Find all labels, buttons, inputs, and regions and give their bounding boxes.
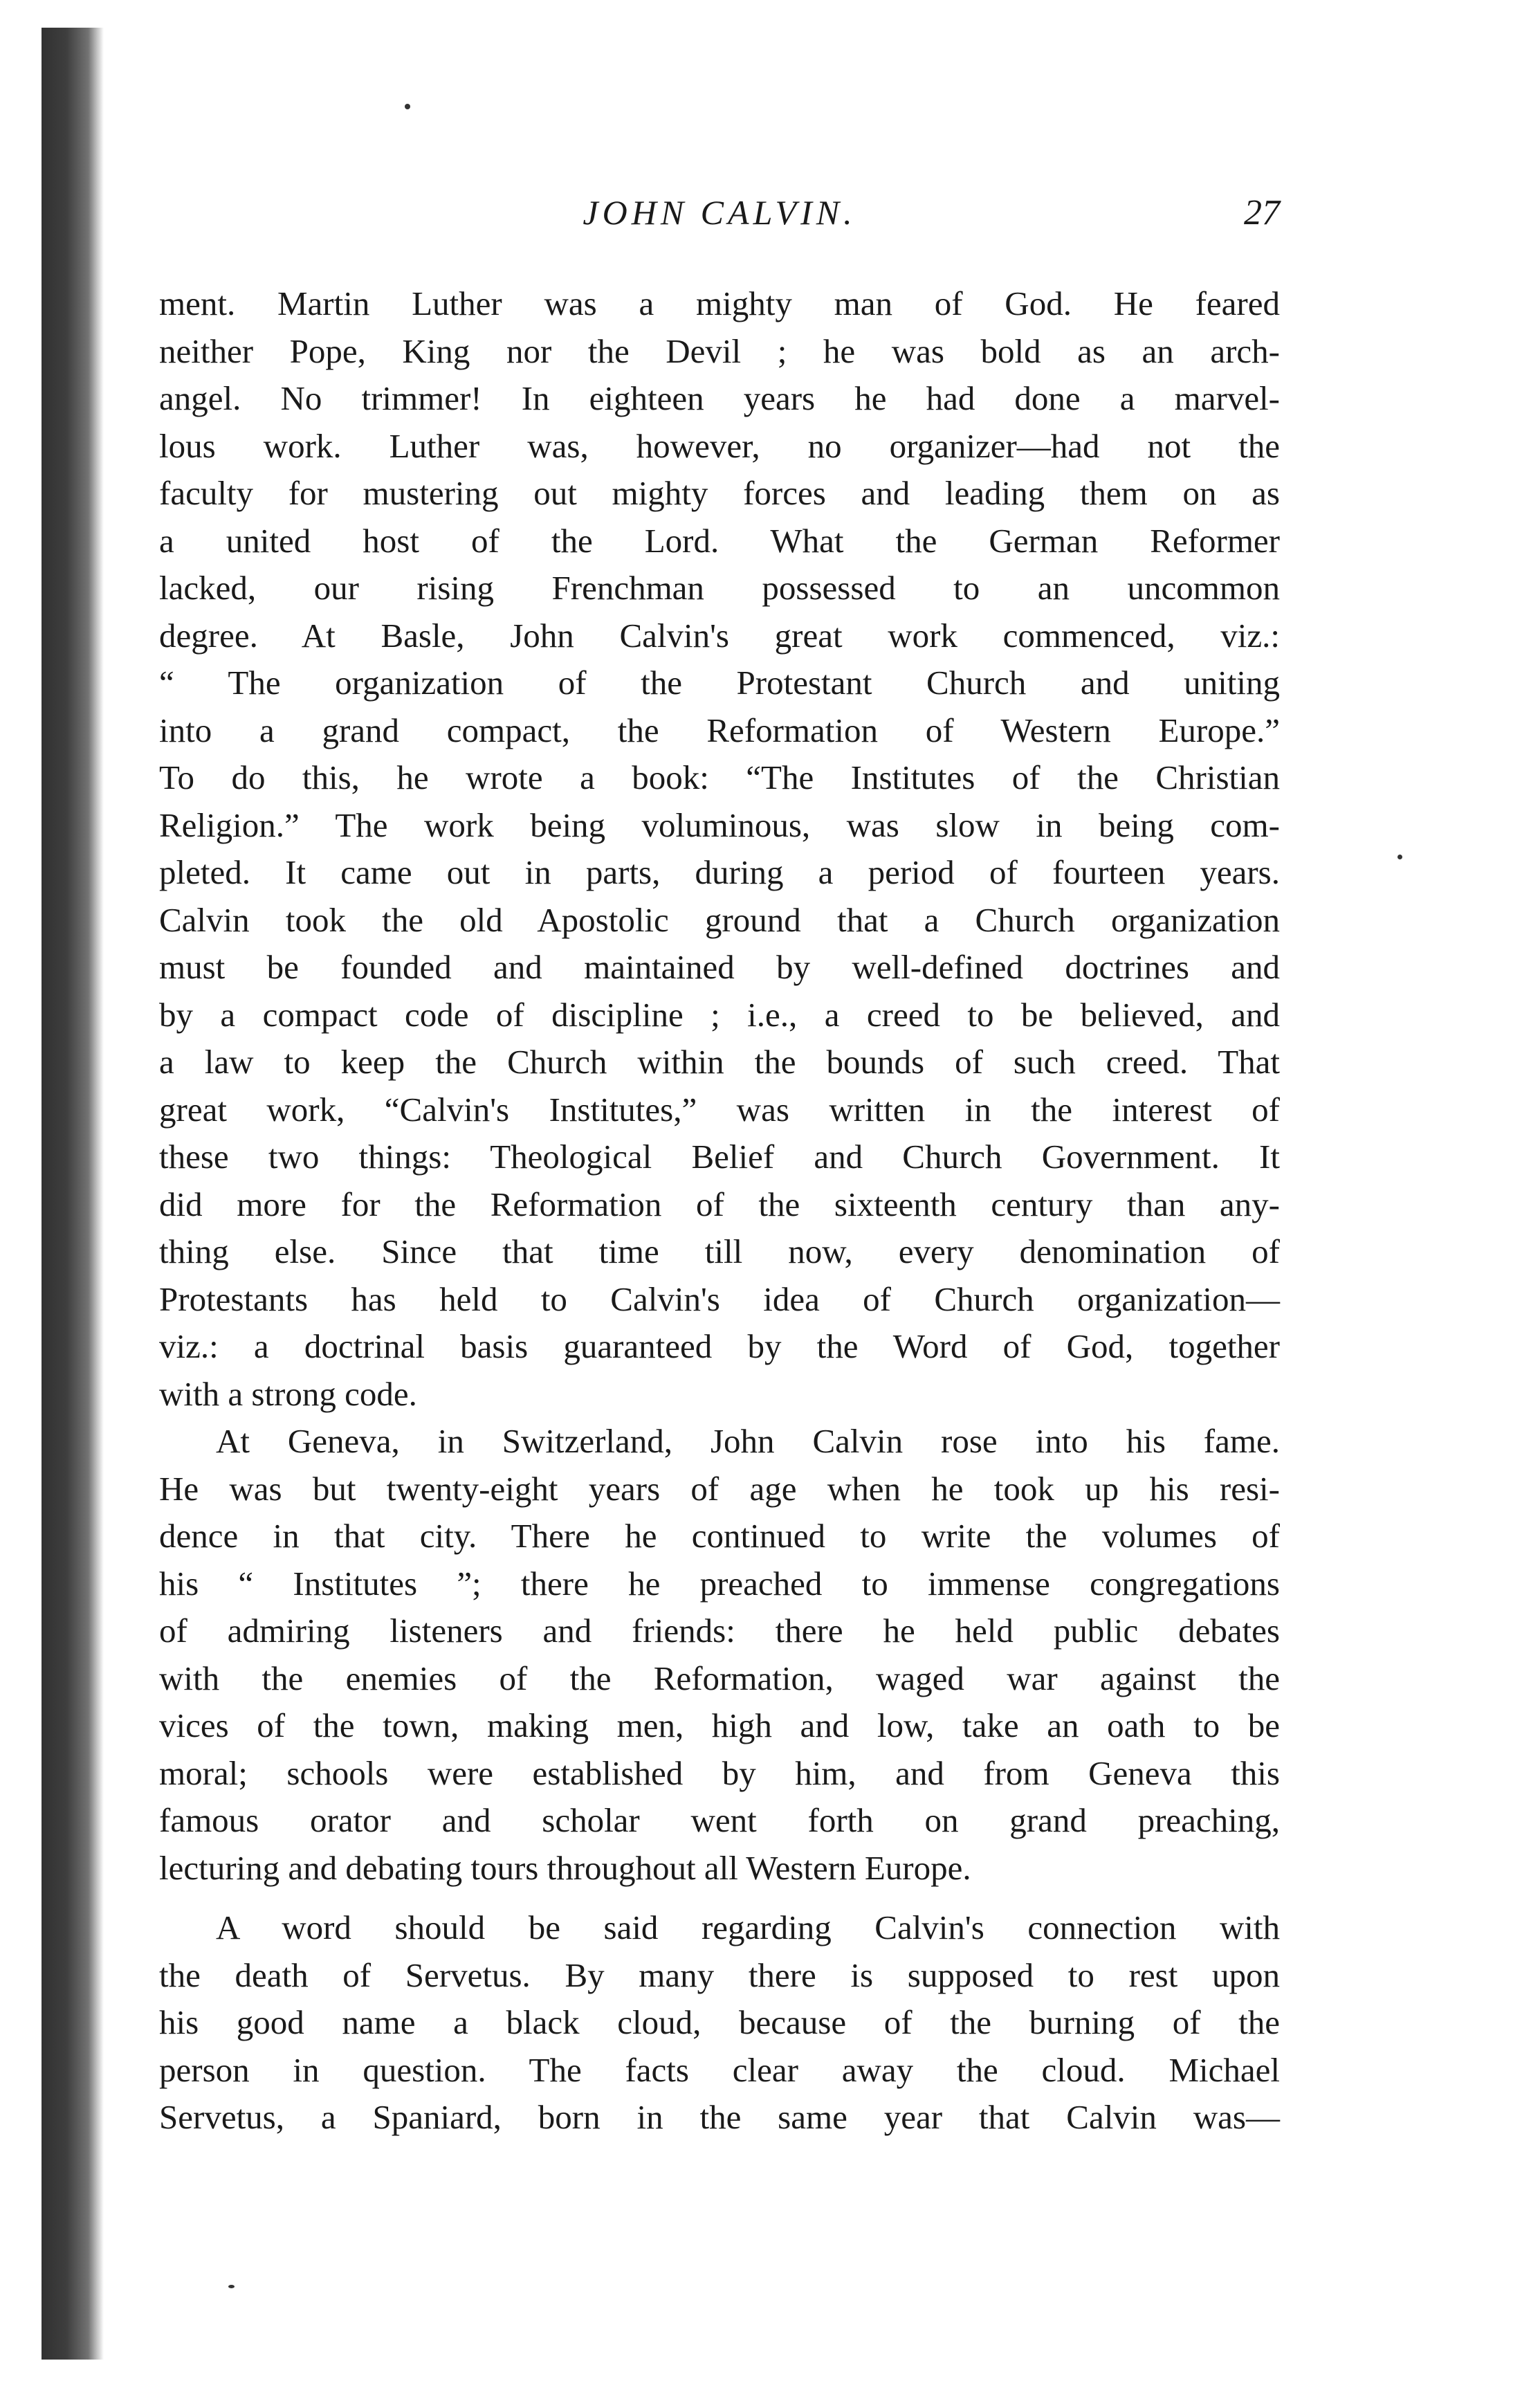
text-line: pleted. It came out in parts, during a period of fourteen years. <box>159 853 1280 891</box>
text-line: Calvin took the old Apostolic ground that a Church organization <box>159 900 1280 939</box>
text-line: lacked, our rising Frenchman possessed to an uncommon <box>159 569 1280 607</box>
page-number: 27 <box>1244 193 1280 232</box>
text-line: did more for the Reformation of the sixteenth century than any- <box>159 1185 1280 1223</box>
text-line: To do this, he wrote a book: “The Institutes of the Christian <box>159 758 1280 796</box>
text-line: of admiring listeners and friends: there he held public debates <box>159 1612 1280 1650</box>
print-speck <box>405 104 410 109</box>
text-line: degree. At Basle, John Calvin's great work commenced, viz.: <box>159 616 1280 655</box>
text-line: lecturing and debating tours throughout all Western Europe. <box>159 1848 971 1887</box>
text-line: great work, “Calvin's Institutes,” was written in the interest of <box>159 1090 1280 1129</box>
text-line: neither Pope, King nor the Devil ; he was bold as an arch- <box>159 331 1280 370</box>
text-line: into a grand compact, the Reformation of Western Europe.” <box>159 711 1280 749</box>
text-line: a united host of the Lord. What the German Reformer <box>159 521 1280 560</box>
binding-edge-shadow <box>42 28 104 2360</box>
text-line: with a strong code. <box>159 1374 417 1413</box>
paragraph-luther-calvin <box>159 280 1280 1418</box>
text-line: “ The organization of the Protestant Church and uniting <box>159 664 1280 702</box>
text-line: Protestants has held to Calvin's idea of Church organization— <box>159 1279 1280 1318</box>
text-line: moral; schools were established by him, and from Geneva this <box>159 1753 1280 1792</box>
text-line: thing else. Since that time till now, every denomination of <box>159 1232 1280 1270</box>
text-line: dence in that city. There he continued to write the volumes of <box>159 1517 1280 1555</box>
text-line: the death of Servetus. By many there is supposed to rest upon <box>159 1955 1280 1994</box>
print-speck <box>1397 855 1402 859</box>
text-line: his “ Institutes ”; there he preached to immense congregations <box>159 1564 1280 1603</box>
text-line: angel. No trimmer! In eighteen years he had done a marvel- <box>159 379 1280 417</box>
text-line: faculty for mustering out mighty forces and leading them on as <box>159 474 1280 512</box>
text-line: At Geneva, in Switzerland, John Calvin rose into his fame. <box>216 1422 1280 1460</box>
running-head: JOHN CALVIN. <box>583 193 856 232</box>
text-line: famous orator and scholar went forth on grand preaching, <box>159 1801 1280 1839</box>
page-header <box>159 187 1280 235</box>
text-line: with the enemies of the Reformation, waged war against the <box>159 1659 1280 1697</box>
text-line: these two things: Theological Belief and Church Government. It <box>159 1138 1280 1176</box>
text-line: viz.: a doctrinal basis guaranteed by the Word of God, together <box>159 1327 1280 1365</box>
body-text <box>159 280 1280 2142</box>
text-line: person in question. The facts clear away the cloud. Michael <box>159 2050 1280 2089</box>
text-line: his good name a black cloud, because of the burning of the <box>159 2003 1280 2041</box>
text-line: must be founded and maintained by well-defined doctrines and <box>159 948 1280 986</box>
text-line: lous work. Luther was, however, no organizer—had not the <box>159 426 1280 465</box>
text-line: Religion.” The work being voluminous, was slow in being com- <box>159 805 1280 844</box>
text-line: Servetus, a Spaniard, born in the same year that Calvin was— <box>159 2098 1280 2136</box>
text-line: He was but twenty-eight years of age when he took up his resi- <box>159 1469 1280 1508</box>
text-line: a law to keep the Church within the bounds of such creed. That <box>159 1043 1280 1081</box>
text-line: A word should be said regarding Calvin's connection with <box>216 1908 1280 1946</box>
text-line: by a compact code of discipline ; i.e., a creed to be believed, and <box>159 995 1280 1034</box>
paragraph-geneva <box>159 1418 1280 1892</box>
text-line: ment. Martin Luther was a mighty man of God. He feared <box>159 284 1280 322</box>
print-speck <box>228 2285 235 2288</box>
paragraph-servetus <box>159 1904 1280 2142</box>
text-line: vices of the town, making men, high and low, take an oath to be <box>159 1706 1280 1744</box>
